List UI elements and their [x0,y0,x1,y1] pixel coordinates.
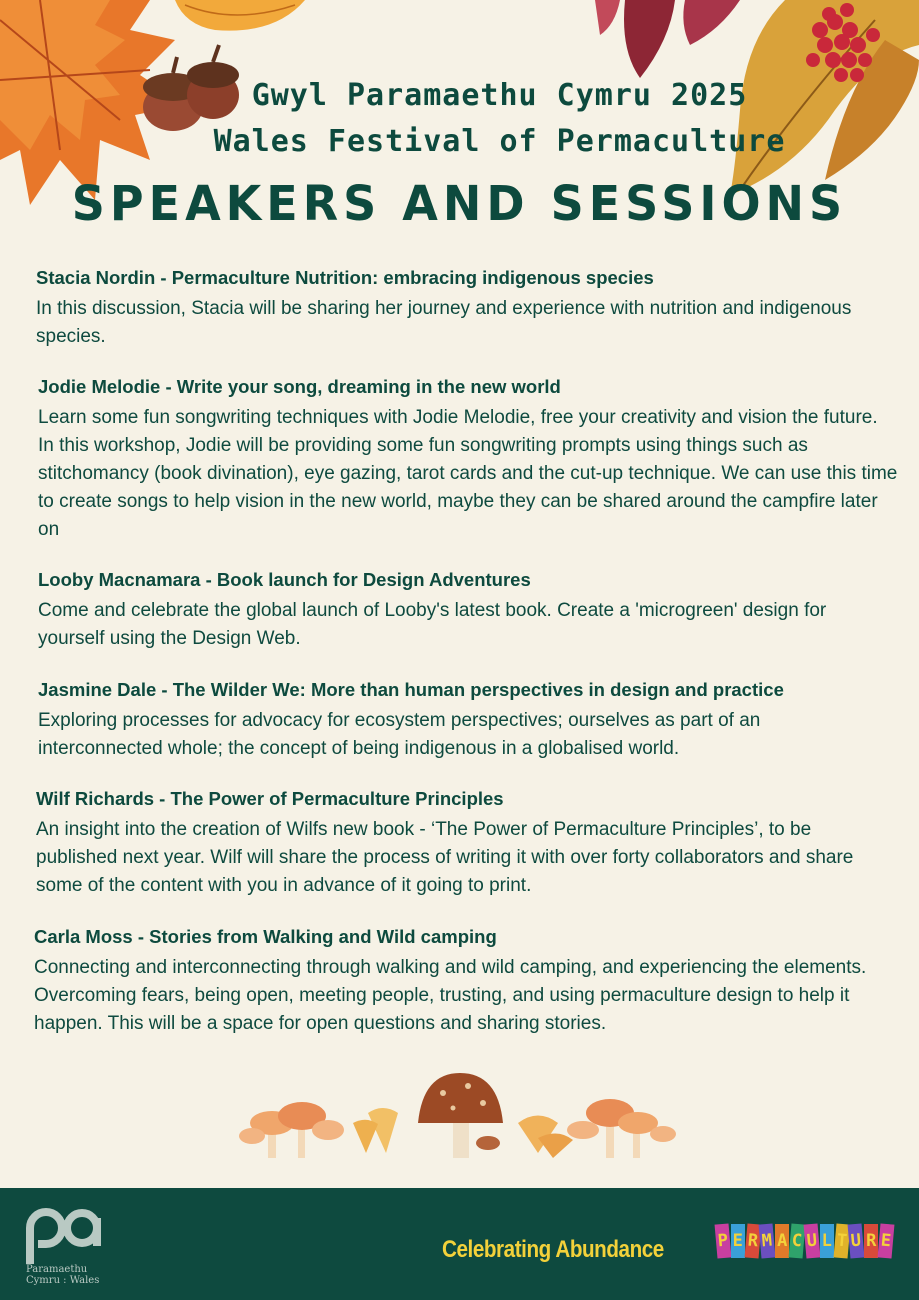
logo-text [26,1264,99,1286]
festival-title-welsh: Gwyl Paramaethu Cymru 2025 [251,78,748,113]
yellow-leaf-illustration [175,0,305,40]
badge-letter: R [744,1223,761,1258]
badge-letter: A [775,1224,789,1258]
logo-text-line1: Paramaethu [26,1264,88,1275]
badge-letter: T [833,1223,850,1258]
session-item [34,926,894,1038]
badge-letter: C [789,1223,806,1258]
logo-text-line2: Cymru : Wales [26,1275,100,1286]
badge-letter: E [731,1224,745,1258]
session-item [38,679,898,763]
session-title: Wilf Richards - The Power of Permaculture Principles [36,788,504,809]
session-title: Looby Macnamara - Book launch for Design Adventures [38,569,531,590]
slogan: Celebrating Abundance [442,1236,664,1263]
festival-title-english: Wales Festival of Permaculture [213,124,786,159]
session-item [36,788,896,900]
session-description: In this discussion, Stacia will be sharing her journey and experience with nutrition and indigenous species. [36,298,852,347]
session-title: Carla Moss - Stories from Walking and Wild camping [34,926,497,947]
badge-letter: U [848,1223,865,1258]
badge-letter: M [759,1223,776,1258]
page-heading: SPEAKERS AND SESSIONS [71,174,848,232]
badge-letter: P [715,1223,732,1258]
session-title: Jasmine Dale - The Wilder We: More than human perspectives in design and practice [38,679,784,700]
session-item [38,569,898,653]
badge-letter: R [864,1224,878,1258]
red-leaf-illustration [595,0,740,80]
session-item [38,376,898,544]
permaculture-badge [716,1218,894,1264]
session-description: Exploring processes for advocacy for ecosystem perspectives; ourselves as part of an interconnected whole; the concept of being indigenous in a globalised world. [38,710,761,759]
session-title: Jodie Melodie - Write your song, dreaming in the new world [38,376,561,397]
mushrooms-illustration [238,1068,678,1168]
session-description: An insight into the creation of Wilfs new book - ‘The Power of Permaculture Principles’, to be published next year. Wilf will share the process of writing it with over forty collaborators and share some of the content with you in advance of it going to print. [36,819,854,896]
session-description: Learn some fun songwriting techniques with Jodie Melodie, free your creativity and vision the future. In this workshop, Jodie will be providing some fun songwriting prompts using things such as stitchomancy (book divination), eye gazing, tarot cards and the cut-up technique. We can use this time to create songs to help vision in the new world, maybe they can be shared around the campfire later on [38,407,898,540]
badge-letter: L [820,1224,834,1258]
session-title: Stacia Nordin - Permaculture Nutrition: embracing indigenous species [36,267,654,288]
session-description: Connecting and interconnecting through walking and wild camping, and experiencing the elements. Overcoming fears, being open, meeting people, trusting, and using permaculture design to help it happen. This will be a space for open questions and sharing stories. [34,957,867,1034]
badge-letter: U [804,1223,821,1258]
paramaethu-logo-icon [24,1208,104,1264]
session-description: Come and celebrate the global launch of Looby's latest book. Create a 'microgreen' design for yourself using the Design Web. [38,600,827,649]
session-item [36,267,896,351]
badge-letter: E [878,1223,895,1258]
